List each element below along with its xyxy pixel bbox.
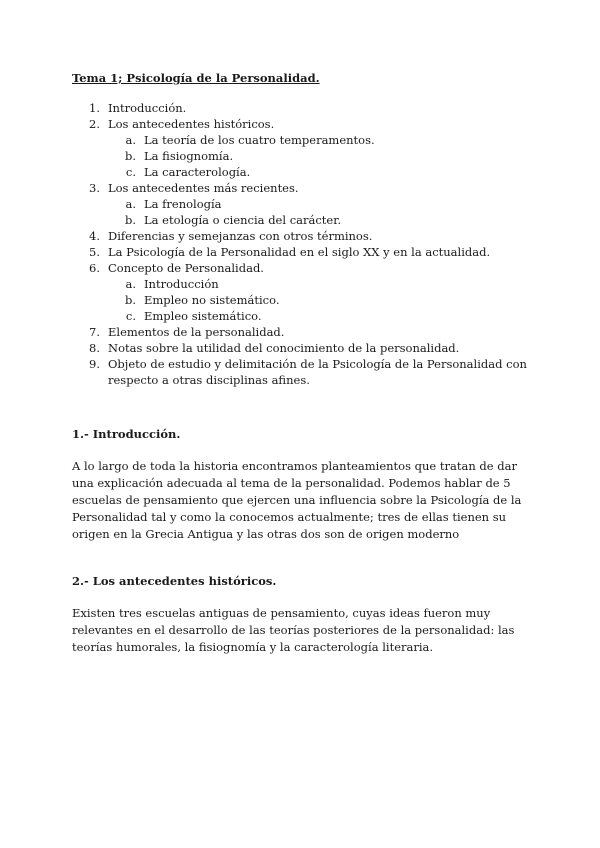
toc-item	[72, 340, 532, 356]
toc-subitem	[72, 164, 532, 180]
toc-item	[72, 100, 532, 116]
toc-item-number: 6.	[89, 261, 100, 275]
toc-subitem-text: Introducción	[144, 277, 219, 291]
toc-subitem-text: La etología o ciencia del carácter.	[144, 213, 342, 227]
toc-subitem-text: La caracterología.	[144, 165, 251, 179]
toc-item-text: Diferencias y semejanzas con otros términos.	[108, 229, 373, 243]
toc-item-text: Elementos de la personalidad.	[108, 325, 285, 339]
toc-item-text: Notas sobre la utilidad del conocimiento de la personalidad.	[108, 341, 460, 355]
toc-item-number: 9.	[89, 357, 100, 371]
toc-item-number: 3.	[89, 181, 100, 195]
toc-subitem-text: La fisiognomía.	[144, 149, 234, 163]
document-page	[72, 70, 532, 656]
toc-item-number: 4.	[89, 229, 100, 243]
toc-item-text: Los antecedentes más recientes.	[108, 181, 299, 195]
toc-item	[72, 180, 532, 196]
toc-item-number: 8.	[89, 341, 100, 355]
toc-subitem	[72, 196, 532, 212]
toc-subitem-letter: b.	[124, 293, 136, 307]
toc-subitem	[72, 276, 532, 292]
toc-subitem-letter: c.	[125, 165, 136, 179]
toc-subitem	[72, 292, 532, 308]
toc-subitem-letter: c.	[125, 309, 136, 323]
toc-subitem	[72, 132, 532, 148]
toc-item-number: 1.	[89, 101, 100, 115]
toc-item	[72, 228, 532, 244]
section-antecedentes	[72, 573, 532, 656]
toc-item-number: 2.	[89, 117, 100, 131]
toc-item-text: Concepto de Personalidad.	[108, 261, 264, 275]
section-body: Existen tres escuelas antiguas de pensamiento, cuyas ideas fueron muy relevantes en el desarrollo de las teorías posteriores de la personalidad: las teorías humorales, la fisiognomía y la caracterología literaria.	[72, 606, 515, 654]
toc-item	[72, 324, 532, 340]
toc-subitem	[72, 212, 532, 228]
toc-item-text: Introducción.	[108, 101, 187, 115]
section-body: A lo largo de toda la historia encontramos planteamientos que tratan de dar una explicación adecuada al tema de la personalidad. Podemos hablar de 5 escuelas de pensamiento que ejercen una influencia sobre la Psicología de la Personalidad tal y como la conocemos actualmente; tres de ellas tienen su origen en la Grecia Antigua y las otras dos son de origen moderno	[72, 459, 522, 541]
toc-item	[72, 356, 532, 388]
toc-subitem-text: La teoría de los cuatro temperamentos.	[144, 133, 375, 147]
toc-subitem-text: Empleo no sistemático.	[144, 293, 280, 307]
section-introduccion	[72, 426, 532, 543]
toc-item-text: Objeto de estudio y delimitación de la Psicología de la Personalidad con respecto a otras disciplinas afines.	[108, 357, 527, 387]
toc-subitem-letter: b.	[124, 213, 136, 227]
toc-subitem	[72, 308, 532, 324]
toc-subitem-letter: a.	[125, 277, 136, 291]
table-of-contents	[72, 100, 532, 388]
toc-item-number: 7.	[89, 325, 100, 339]
document-title: Tema 1; Psicología de la Personalidad.	[72, 71, 320, 85]
toc-subitem-letter: a.	[125, 133, 136, 147]
toc-subitem-letter: b.	[124, 149, 136, 163]
toc-item-text: Los antecedentes históricos.	[108, 117, 275, 131]
toc-item	[72, 260, 532, 276]
toc-item-text: La Psicología de la Personalidad en el siglo XX y en la actualidad.	[108, 245, 491, 259]
toc-item	[72, 244, 532, 260]
section-heading: 1.- Introducción.	[72, 427, 181, 441]
toc-subitem-text: Empleo sistemático.	[144, 309, 262, 323]
toc-subitem	[72, 148, 532, 164]
toc-item	[72, 116, 532, 132]
toc-subitem-letter: a.	[125, 197, 136, 211]
section-heading: 2.- Los antecedentes históricos.	[72, 574, 277, 588]
toc-subitem-text: La frenología	[144, 197, 222, 211]
toc-item-number: 5.	[89, 245, 100, 259]
